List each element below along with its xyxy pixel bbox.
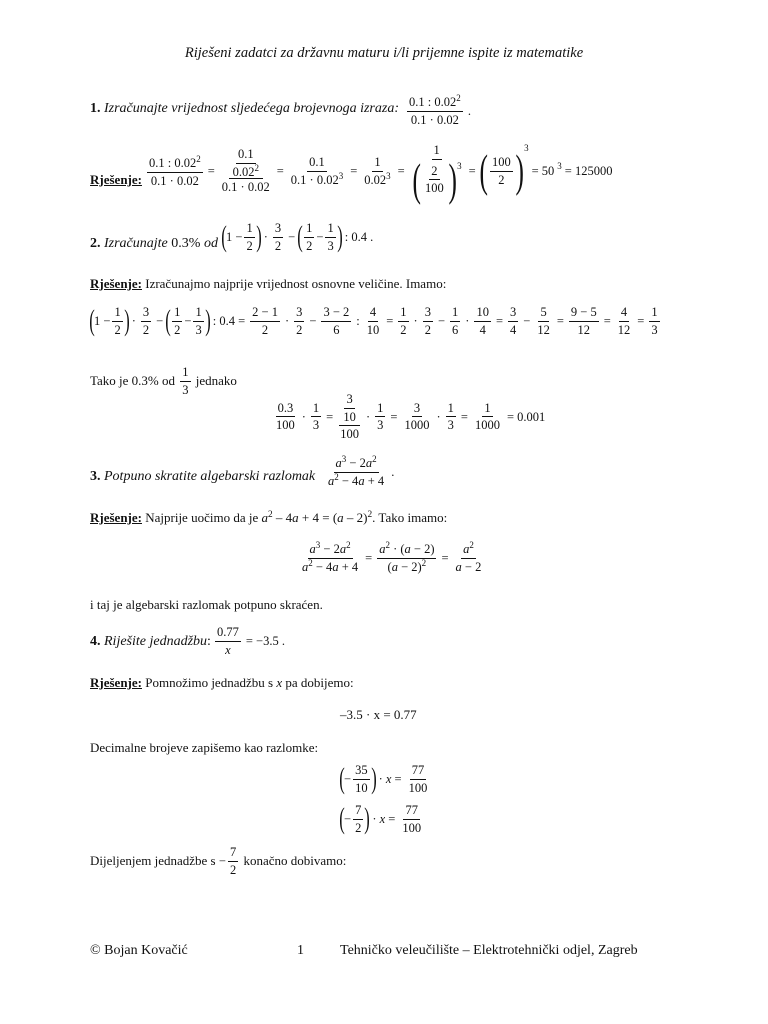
problem-4-divide: Dijeljenjem jednadžbe s − $\frac{7}{2}$ konačno dobivamo: — [90, 845, 347, 877]
problem-1-solution-math: $\frac{0.1 : 0.02^2}{0.1 \cdot 0.02}$ = $\frac{\frac{0.1}{0.02^2}}{0.1 \cdot 0.02}$ = $\frac{0.1}{0.1 \cdot 0.02^3}$ = $\frac{1}{0.02^3}$ = 1 ( $\frac{2}{100}$ ) 3 = ( $\frac{100}{2}$ ) 3 = 50 3 = 125000 — [149, 143, 613, 205]
problem-3-statement: 3. Potpuno skratite algebarski razlomak — [90, 469, 316, 484]
problem-1-expression: $\frac{0.1 : 0.02^2}{0.1 \cdot 0.02}$ . — [409, 93, 471, 127]
problem-4-solution: Rješenje: Pomnožimo jednadžbu s x pa dobijemo: — [90, 675, 354, 690]
problem-4-equation: –3.5 · x = 0.77 — [340, 707, 417, 722]
problem-4-statement: 4. Riješite jednadžbu : — [90, 634, 211, 649]
problem-4-step-2: ( − $\frac{7}{2}$ ) · x = $\frac{77}{100}$ — [339, 802, 422, 835]
problem-3-solution-math: $\frac{a^3 - 2a^2}{a^2 - 4a + 4}$ = $\frac{a^2 \cdot (a - 2)}{(a - 2)^2}$ = $\frac{a^2}{a - 2}$ — [302, 540, 482, 574]
footer-author: © Bojan Kovačić — [90, 943, 188, 958]
problem-1-solution-label: Rješenje: — [90, 172, 142, 187]
problem-2-solution-math: ( 1 − $\frac{1}{2}$ ) · $\frac{3}{2}$ − ( $\frac{1}{2}$ − $\frac{1}{3}$ ) : 0.4 = $\frac{2 - 1}{2}$ · $\frac{3}{2}$ − $\frac{3 - 2}{6}$ : $\frac{4}{10}$ = $\frac{1}{2}$ · $\frac{3}{2}$ − $\frac{1}{6}$ · $\frac{10}{4}$ = $\frac{3}{4}$ − $\frac{5}{12}$ = $\frac{9 - 5}{12}$ = $\frac{4}{12}$ = $\frac{1}{3}$ — [89, 304, 658, 337]
problem-1-text: Izračunajte vrijednost sljedećega brojevnoga izraza: — [104, 101, 399, 116]
fraction-one-third: $\frac{1}{3}$ — [182, 365, 189, 397]
problem-2-tako: Tako je 0.3% od $\frac{1}{3}$ jednako — [90, 365, 237, 397]
problem-3-expression: $\frac{a^3 - 2a^2}{a^2 - 4a + 4}$ . — [328, 454, 395, 488]
identity: $a^2 - 4a + 4 = (a - 2)^2$ — [261, 509, 373, 525]
problem-3-after: i taj je algebarski razlomak potpuno skraćen. — [90, 597, 323, 612]
fraction-minus-seven-halves: − $\frac{7}{2}$ — [218, 845, 237, 877]
problem-2-result-math: $\frac{0.3}{100}$ · $\frac{1}{3}$ = $\frac{\frac{3}{10}}{100}$ · $\frac{1}{3}$ = $\frac{3}{1000}$ · $\frac{1}{3}$ = $\frac{1}{1000}$ = 0.001 — [276, 392, 546, 441]
problem-2-statement: 2. Izračunajte 0.3% od — [90, 236, 218, 251]
problem-3-solution: Rješenje: Najprije uočimo da je $a^2 - 4a + 4 = (a - 2)^2$ . Tako imamo: — [90, 509, 448, 525]
problem-4-decimal-text: Decimalne brojeve zapišemo kao razlomke: — [90, 740, 319, 755]
problem-2-solution: Rješenje: Izračunajmo najprije vrijednost osnovne veličine. Imamo: — [90, 276, 447, 291]
problem-1-number: 1. — [90, 101, 101, 116]
problem-2-expression: ( 1 − $\frac{1}{2}$ ) · $\frac{3}{2}$ − ( $\frac{1}{2}$ − $\frac{1}{3}$ ) : 0.4 . — [221, 220, 374, 253]
problem-4-step-1: ( − $\frac{35}{10}$ ) · x = $\frac{77}{100}$ — [339, 762, 428, 795]
footer-page-number: 1 — [297, 943, 304, 958]
page-header: Riješeni zadatci za državnu maturu i/li prijemne ispite iz matematike — [184, 45, 584, 61]
problem-4-expression: $\frac{0.77}{x}$ = −3.5 . — [217, 625, 285, 657]
footer-institution: Tehničko veleučilište – Elektrotehnički odjel, Zagreb — [340, 943, 638, 958]
problem-1-statement — [90, 101, 399, 117]
